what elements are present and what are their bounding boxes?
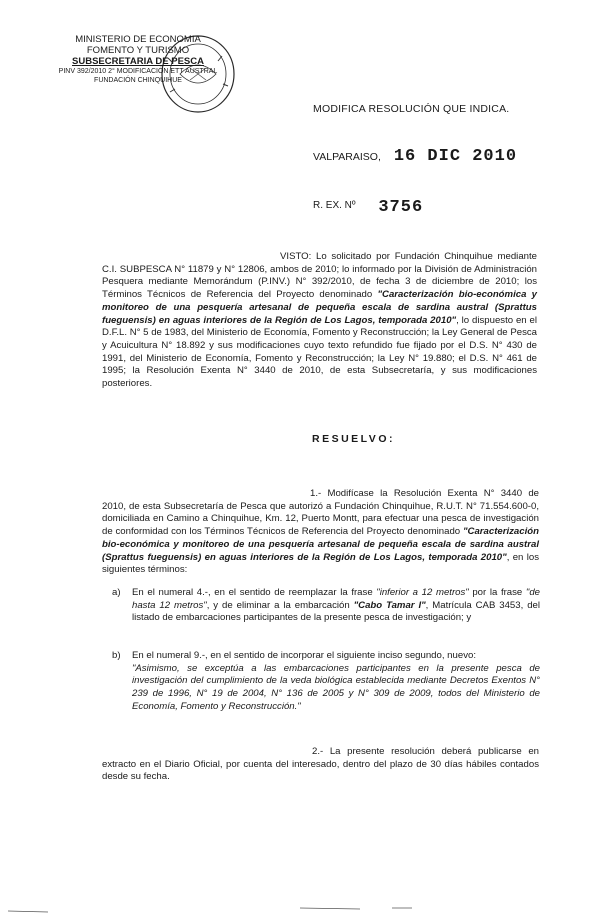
place-label: VALPARAISO, (313, 151, 381, 163)
item-a-quote-1: "inferior a 12 metros" (376, 587, 469, 598)
item-a-text-3: , y de eliminar a la embarcación (206, 599, 354, 611)
item-b-label: b) (112, 650, 121, 661)
header-reference: PINV 392/2010 2° MODIFICACIÓN ETT AUSTRAL (58, 68, 218, 75)
rex-number: 3756 (378, 198, 424, 217)
visto-paragraph (102, 251, 537, 391)
header-fomento: FOMENTO Y TURISMO (86, 45, 190, 56)
date-line (313, 147, 517, 166)
item-b-text: En el numeral 9.-, en el sentido de incorporar el siguiente inciso segundo, nuevo: (132, 650, 476, 661)
p2-text: 2.- La presente resolución deberá publicarse en extracto en el Diario Oficial, por cuenta del interesado, dentro del plazo de 30 días hábiles contados desde su fecha. (102, 746, 539, 783)
item-a-quote-3: "Cabo Tamar I" (353, 599, 426, 611)
rex-label: R. EX. Nº (313, 200, 356, 211)
item-a-text-2: por la frase (468, 587, 526, 598)
visto-rest: , lo dispuesto en el D.F.L. N° 5 de 1983, del Ministerio de Economía, Fomento y Reconstrucción; la Ley General de Pesca y Acuicultura N° 18.892 y sus modificaciones cuyo texto refundido fue fijado por el D.S. N° 430 de 1991, del Ministerio de Economía, Fomento y Reconstrucción; la Ley N° 19.880; el D.S. N° 461 de 1995; la Resolución Exenta N° 3440 de 2010, de esta Subsecretaría, y sus modificaciones posteriores. (102, 314, 537, 390)
ministry-header (58, 34, 218, 85)
scan-edge-marks (0, 905, 600, 918)
item-b (112, 650, 540, 714)
p1-lead: 1.- Modifícase la Resolución Exenta N° 3440 de 2010, de esta Subsecretaría de Pesca que autorizó a Fundación Chinquihue, R.U.T. N° 71.554.600-0, domiciliada en Camino a Chinquihue, Km. 12, Puerto Montt, para efectuar una pesca de investigación de conformidad con los Términos Técnicos de Referencia del Proyecto denominado (102, 488, 539, 538)
header-subsecretaria: SUBSECRETARIA DE PESCA (72, 56, 204, 67)
resolution-point-1 (102, 488, 539, 577)
stamped-date: 16 DIC 2010 (393, 147, 518, 166)
item-a-text-1: En el numeral 4.-, en el sentido de reemplazar la frase (132, 587, 377, 598)
p1-rest: , en los siguientes términos: (102, 551, 540, 576)
visto-project-name: "Caracterización bio-económica y monitoreo de una pesquería artesanal de pequeña escala de sardina austral (Sprattus fueguensis) en aguas interiores de la Región de Los Lagos, temporada 2010" (102, 289, 537, 326)
resolution-point-2 (102, 746, 539, 784)
header-ministry: MINISTERIO DE ECONOMIA (75, 34, 201, 45)
item-a-quote-2: "de hasta 12 metros" (132, 587, 540, 611)
item-a-text-4: , Matrícula CAB 3453, del listado de embarcaciones participantes de la presente pesca de investigación; y (132, 599, 540, 624)
resuelvo-heading: RESUELVO: (312, 433, 395, 445)
item-b-quote: "Asimismo, se exceptúa a las embarcaciones participantes en la presente pesca de investigación del cumplimiento de la veda biológica establecida mediante Decretos Exentos N° 239 de 1996, N° 19 de 2004, N° 136 de 2005 y N° 309 de 2009, todos del Ministerio de Economía, Fomento y Reconstrucción." (132, 662, 540, 712)
resolution-number-line (313, 198, 423, 217)
p1-project-name: "Caracterización bio-económica y monitoreo de una pesquería artesanal de pequeña escala de sardina austral (Sprattus fueguensis) en aguas interiores de la Región de Los Lagos, temporada 2010" (102, 526, 539, 563)
item-a (112, 587, 540, 625)
header-fundacion: FUNDACIÓN CHINQUIHUE (94, 77, 182, 84)
document-title: MODIFICA RESOLUCIÓN QUE INDICA. (313, 103, 510, 115)
item-a-label: a) (112, 587, 121, 598)
visto-lead: VISTO: Lo solicitado por Fundación Chinquihue mediante C.I. SUBPESCA N° 11879 y N° 12806, ambos de 2010; lo informado por la División de Administración Pesquera mediante Memorándum (P.INV.) N° 392/2010, de fecha 3 de diciembre de 2010; los Términos Técnicos de Referencia del Proyecto denominado (102, 251, 537, 301)
